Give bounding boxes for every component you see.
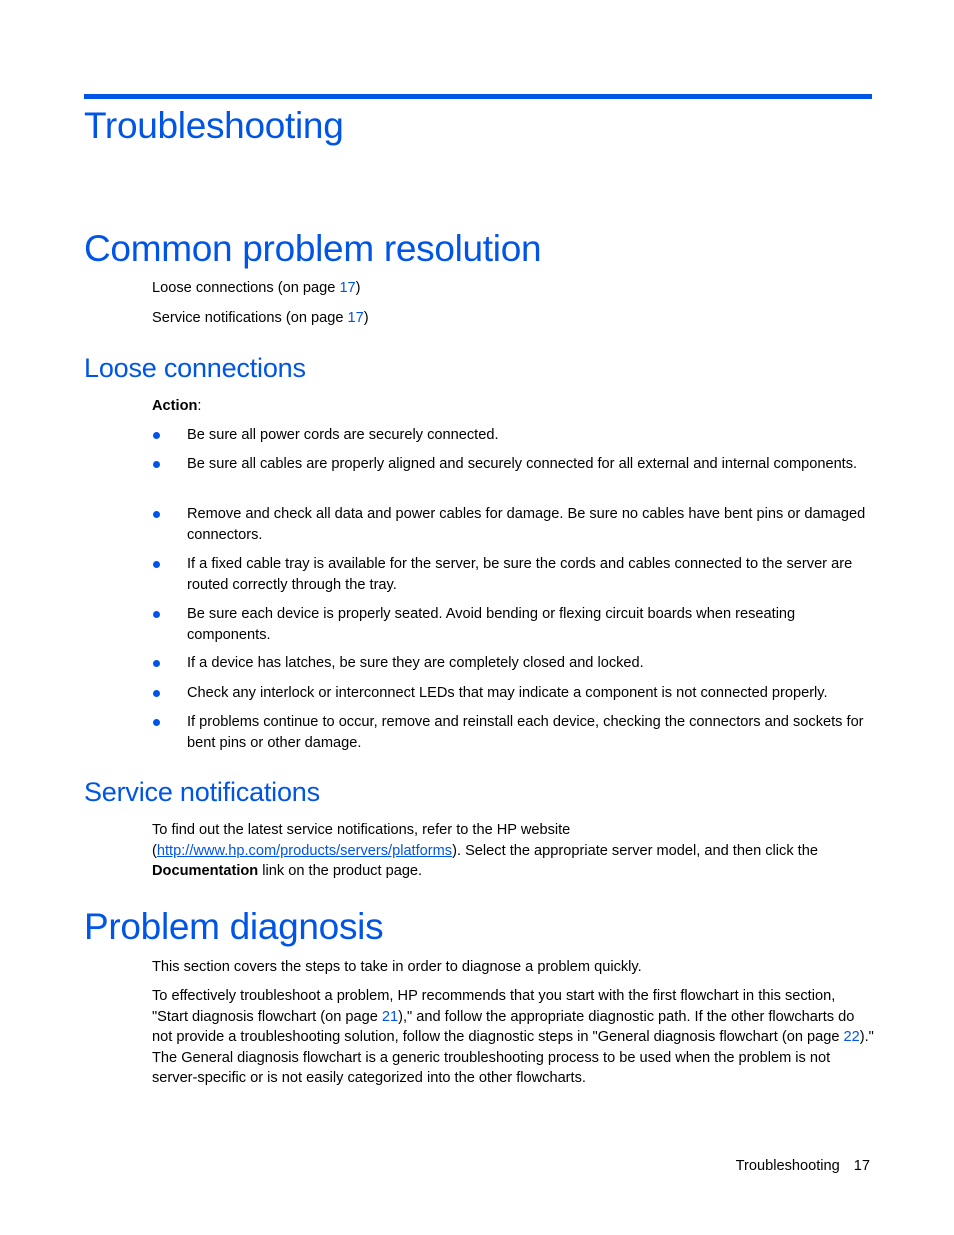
bullet-icon (153, 719, 160, 726)
list-item (152, 712, 874, 753)
footer-page-number: 17 (853, 1158, 870, 1174)
list-item-text: If a device has latches, be sure they are completely closed and locked. (187, 655, 644, 671)
toc-link-close: ) (363, 310, 369, 326)
list-item-text: Be sure all cables are properly aligned and securely connected for all external and internal components. (187, 456, 858, 472)
loose-connections-heading: Loose connections (84, 353, 306, 383)
paragraph-text: ). Select the appropriate server model, and then click the (452, 842, 818, 859)
bullet-icon (153, 611, 160, 618)
bullet-icon (153, 432, 160, 439)
bullet-icon (153, 511, 160, 518)
service-notifications-heading: Service notifications (84, 777, 320, 807)
footer-section: Troubleshooting (735, 1158, 840, 1174)
diagnosis-intro: This section covers the steps to take in order to diagnose a problem quickly. (152, 959, 642, 975)
page-link[interactable]: 22 (843, 1029, 860, 1045)
bullet-icon (153, 561, 160, 568)
list-item-text: Remove and check all data and power cables for damage. Be sure no cables have bent pins or damaged connectors. (187, 506, 866, 543)
action-label: Action (152, 398, 198, 414)
chapter-rule (84, 94, 872, 99)
bullet-icon (153, 690, 160, 697)
list-item-text: If problems continue to occur, remove and reinstall each device, checking the connectors and sockets for bent pins or other damage. (187, 714, 864, 751)
action-label-line (152, 396, 874, 417)
list-item (152, 454, 874, 475)
common-problem-heading: Common problem resolution (84, 228, 542, 269)
paragraph-text: )," and follow the appropriate diagnostic path. If the other flowcharts do not provide a troubleshooting solution, follow the diagnostic steps in "General diagnosis flowchart (on page (152, 1008, 855, 1045)
problem-diagnosis-heading: Problem diagnosis (84, 906, 384, 947)
list-item (152, 604, 874, 645)
list-item (152, 425, 874, 446)
page-link[interactable]: 17 (339, 280, 356, 296)
list-item (152, 504, 874, 545)
paragraph-text: link on the product page. (258, 863, 423, 879)
list-item (152, 554, 874, 595)
list-item (152, 653, 874, 674)
list-item-text: Check any interlock or interconnect LEDs that may indicate a component is not connected properly. (187, 685, 828, 701)
list-item-text: If a fixed cable tray is available for the server, be sure the cords and cables connected to the server are routed correctly through the tray. (187, 556, 853, 593)
toc-link-text: Loose connections (on page (152, 280, 340, 296)
paragraph-text: To effectively troubleshoot a problem, HP recommends that you start with the first flowchart in this section, "Start diagnosis flowchart (on page (152, 988, 836, 1025)
documentation-label: Documentation (152, 863, 259, 879)
list-item-text: Be sure each device is properly seated. Avoid bending or flexing circuit boards when reseating components. (187, 606, 796, 643)
bullet-icon (153, 461, 160, 468)
page-link[interactable]: 21 (381, 1008, 399, 1025)
hp-website-link[interactable]: http://www.hp.com/products/servers/platforms (156, 842, 453, 859)
page-link[interactable]: 17 (347, 310, 364, 326)
list-item-text: Be sure all power cords are securely connected. (187, 427, 499, 443)
page-footer (736, 1158, 870, 1174)
service-notifications-paragraph (152, 820, 874, 882)
list-item (152, 683, 874, 704)
bullet-icon (153, 660, 160, 667)
toc-link-close: ) (355, 280, 361, 296)
toc-link-loose-connections[interactable] (152, 278, 874, 299)
diagnosis-paragraph (152, 986, 874, 1089)
chapter-title: Troubleshooting (84, 105, 344, 146)
paragraph-text: )." The General diagnosis flowchart is a generic troubleshooting process to be used when the problem is not server-specific or is not easily categorized into the other flowcharts. (152, 1029, 874, 1086)
toc-link-service-notifications[interactable] (152, 308, 874, 329)
toc-link-text: Service notifications (on page (152, 310, 348, 326)
action-colon: : (197, 398, 202, 414)
paragraph-text: To find out the latest service notifications, refer to the HP website ( (152, 822, 571, 859)
